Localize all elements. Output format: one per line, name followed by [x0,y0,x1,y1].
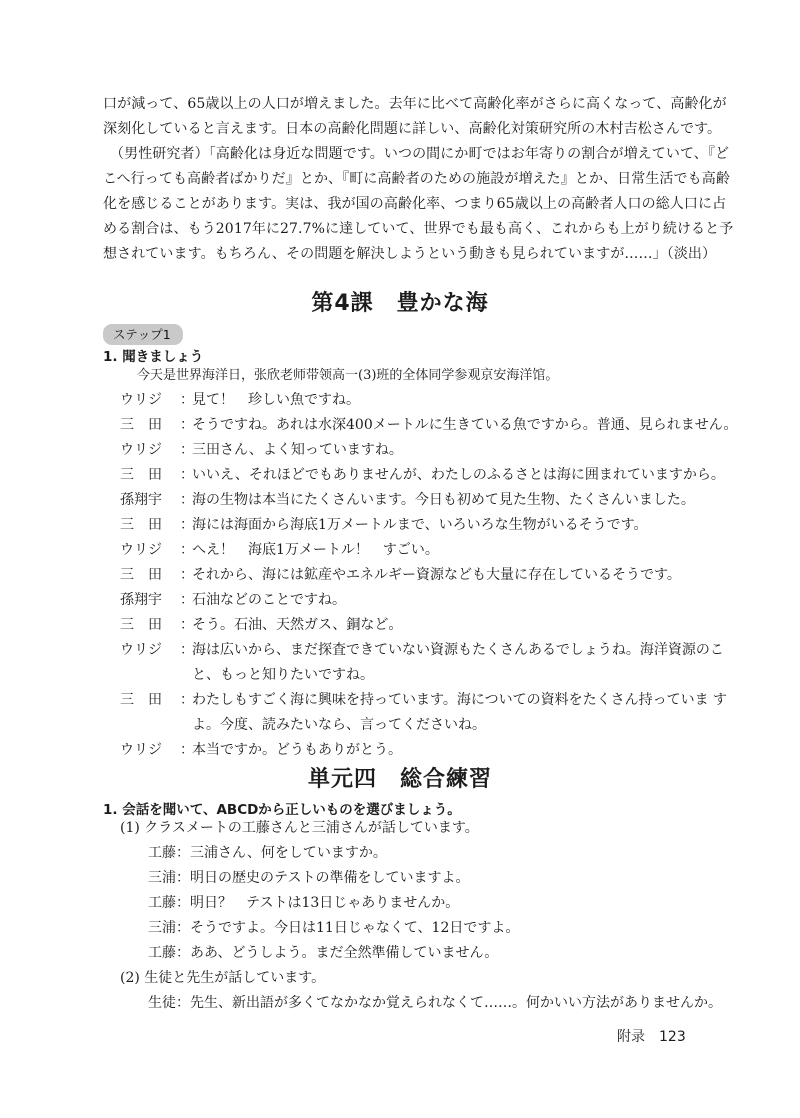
dialogue-line: 三 田 ：そうですね。あれは水深400メートルに生きている魚ですから。普通、見られません。 [120,413,738,438]
dialogue-line: 三 田 ：そう。石油、天然ガス、銅など。 [120,613,738,638]
intro-line: 想されています。もちろん、その問題を解決しようという動きも見られていますが……」（淡出） [103,246,717,262]
dialogue-block [120,363,738,763]
speaker-name: 工藤 [148,945,176,961]
speaker-name: 三 田 [120,517,162,533]
dialogue-text: 本当ですか。どうもありがとう。 [192,742,402,758]
speaker-name: 三 田 [120,617,162,633]
dialogue-line: ウリジ ：本当ですか。どうもありがとう。 [120,738,738,763]
dialogue-line: 工藤：ああ、どうしよう。まだ全然準備していません。 [148,945,499,961]
dialogue-text: それから、海には鉱産やエネルギー資源なども大量に存在しているそうです。 [192,567,681,583]
dialogue-text: 三田さん、よく知っていますね。 [192,442,403,458]
dialogue-text: 明日の歴史のテストの準備をしていますよ。 [190,870,470,886]
dialogue-line: ウリジ ：へえ！ 海底1万メートル！ すごい。 [120,538,738,563]
speaker-name: ウリジ [120,542,162,558]
dialogue-text: 海の生物は本当にたくさんいます。今日も初めて見た生物、たくさんいました。 [192,492,695,508]
dialogue-text: 三浦さん、何をしていますか。 [190,845,387,861]
page-footer [617,1026,686,1046]
speaker-name: ウリジ [120,742,162,758]
dialogue-line: 孫翔宇 ：石油などのことですね。 [120,588,738,613]
speaker-name: ウリジ [120,392,162,408]
intro-line: 口が減って、65歳以上の人口が増えました。去年に比べて高齢化率がさらに高くなって、高齢化が [103,96,727,112]
dialogue-text: そうですよ。今日は11日じゃなくて、12日ですよ。 [190,920,520,936]
dialogue-text: ああ、どうしよう。まだ全然準備していません。 [190,945,499,961]
dialogue-text: そう。石油、天然ガス、銅など。 [192,617,403,633]
question-heading: 1. 会話を聞いて、ABCDから正しいものを選びましょう。 [103,802,461,818]
dialogue-line: 工藤：明日？ テストは13日じゃありませんか。 [148,895,460,911]
exercise-block [120,816,722,1016]
speaker-name: 孫翔宇 [120,492,162,508]
speaker-name: ウリジ [120,642,162,658]
speaker-name: 三浦 [148,920,176,936]
speaker-name: 三 田 [120,467,162,483]
speaker-name: 生徒 [148,995,176,1011]
dialogue-text: わたしもすごく海に興味を持っています。海についての資料をたくさん持っていま す [192,692,728,708]
speaker-name: 工藤 [148,845,176,861]
dialogue-line: ウリジ ：三田さん、よく知っていますね。 [120,438,738,463]
dialogue-text: 先生、新出語が多くてなかなか覚えられなくて……。何かいい方法がありませんか。 [190,995,722,1011]
dialogue-text: いいえ、それほどでもありませんが、わたしのふるさとは海に囲まれていますから。 [192,467,725,483]
dialogue-text: 石油などのことですね。 [192,592,346,608]
dialogue-line: 三 田 ：それから、海には鉱産やエネルギー資源なども大量に存在しているそうです。 [120,563,738,588]
dialogue-line: 孫翔宇 ：海の生物は本当にたくさんいます。今日も初めて見た生物、たくさんいました。 [120,488,738,513]
scene-intro: 今天是世界海洋日，张欣老师带领高一(3)班的全体同学参观京安海洋馆。 [137,368,559,383]
sub-question: (2) 生徒と先生が話しています。 [120,970,326,986]
unit-title: 単元四 総合練習 [307,767,492,792]
lesson-title: 第4課 豊かな海 [311,291,489,316]
step-badge: ステップ1 [103,324,183,345]
dialogue-text: 明日？ テストは13日じゃありませんか。 [190,895,460,911]
dialogue-line: 三 田 ：いいえ、それほどでもありませんが、わたしのふるさとは海に囲まれていますから。 [120,463,738,488]
speaker-name: 工藤 [148,895,176,911]
speaker-name: 三 田 [120,692,162,708]
speaker-name: 三 田 [120,567,162,583]
dialogue-continuation: よ。今度、読みたいなら、言ってくださいね。 [192,717,486,733]
dialogue-text: 見て！ 珍しい魚ですね。 [192,392,360,408]
intro-line: 深刻化していると言えます。日本の高齢化問題に詳しい、高齢化対策研究所の木村吉松さんです。 [103,121,722,137]
intro-line: 化を感じることがあります。実は、我が国の高齢化率、つまり65歳以上の高齢者人口の総人口に占 [103,196,727,212]
speaker-name: 三 田 [120,417,162,433]
intro-line: こへ行っても高齢者ばかりだ』とか、『町に高齢者のための施設が増えた』とか、日常生活でも高齢 [103,171,730,187]
page-number: 123 [659,1029,686,1045]
speaker-name: 三浦 [148,870,176,886]
dialogue-line: 三浦：明日の歴史のテストの準備をしていますよ。 [148,870,470,886]
intro-paragraph [103,92,734,267]
speaker-name: 孫翔宇 [120,592,162,608]
dialogue-text: そうですね。あれは水深400メートルに生きている魚ですから。普通、見られません。 [192,417,738,433]
intro-line: （男性研究者）「高齢化は身近な問題です。いつの間にか町ではお年寄りの割合が増えていて、『ど [110,146,730,162]
dialogue-text: 海には海面から海底1万メートルまで、いろいろな生物がいるそうです。 [192,517,648,533]
dialogue-text: 海は広いから、まだ探査できていない資源もたくさんあるでしょうね。海洋資源のこ [192,642,724,658]
dialogue-line: 生徒：先生、新出語が多くてなかなか覚えられなくて……。何かいい方法がありませんか。 [148,995,722,1011]
dialogue-line: 工藤：三浦さん、何をしていますか。 [148,845,387,861]
footer-label: 附录 [617,1029,645,1045]
intro-line: める割合は、もう2017年に27.7%に達していて、世界でも最も高く、これからも上がり続けると予 [103,221,734,237]
dialogue-line: 三 田 ：海には海面から海底1万メートルまで、いろいろな生物がいるそうです。 [120,513,738,538]
sub-question: (1) クラスメートの工藤さんと三浦さんが話しています。 [120,820,479,836]
dialogue-line: ウリジ ：見て！ 珍しい魚ですね。 [120,388,738,413]
dialogue-text: へえ！ 海底1万メートル！ すごい。 [192,542,439,558]
dialogue-line: 三浦：そうですよ。今日は11日じゃなくて、12日ですよ。 [148,920,520,936]
question-heading: 1. 聞きましょう [103,349,204,365]
dialogue-line: 三 田 ：わたしもすごく海に興味を持っています。海についての資料をたくさん持っていま す [120,688,738,713]
dialogue-line: ウリジ ：海は広いから、まだ探査できていない資源もたくさんあるでしょうね。海洋資源のこ [120,638,738,663]
dialogue-continuation: と、もっと知りたいですね。 [192,667,374,683]
speaker-name: ウリジ [120,442,162,458]
